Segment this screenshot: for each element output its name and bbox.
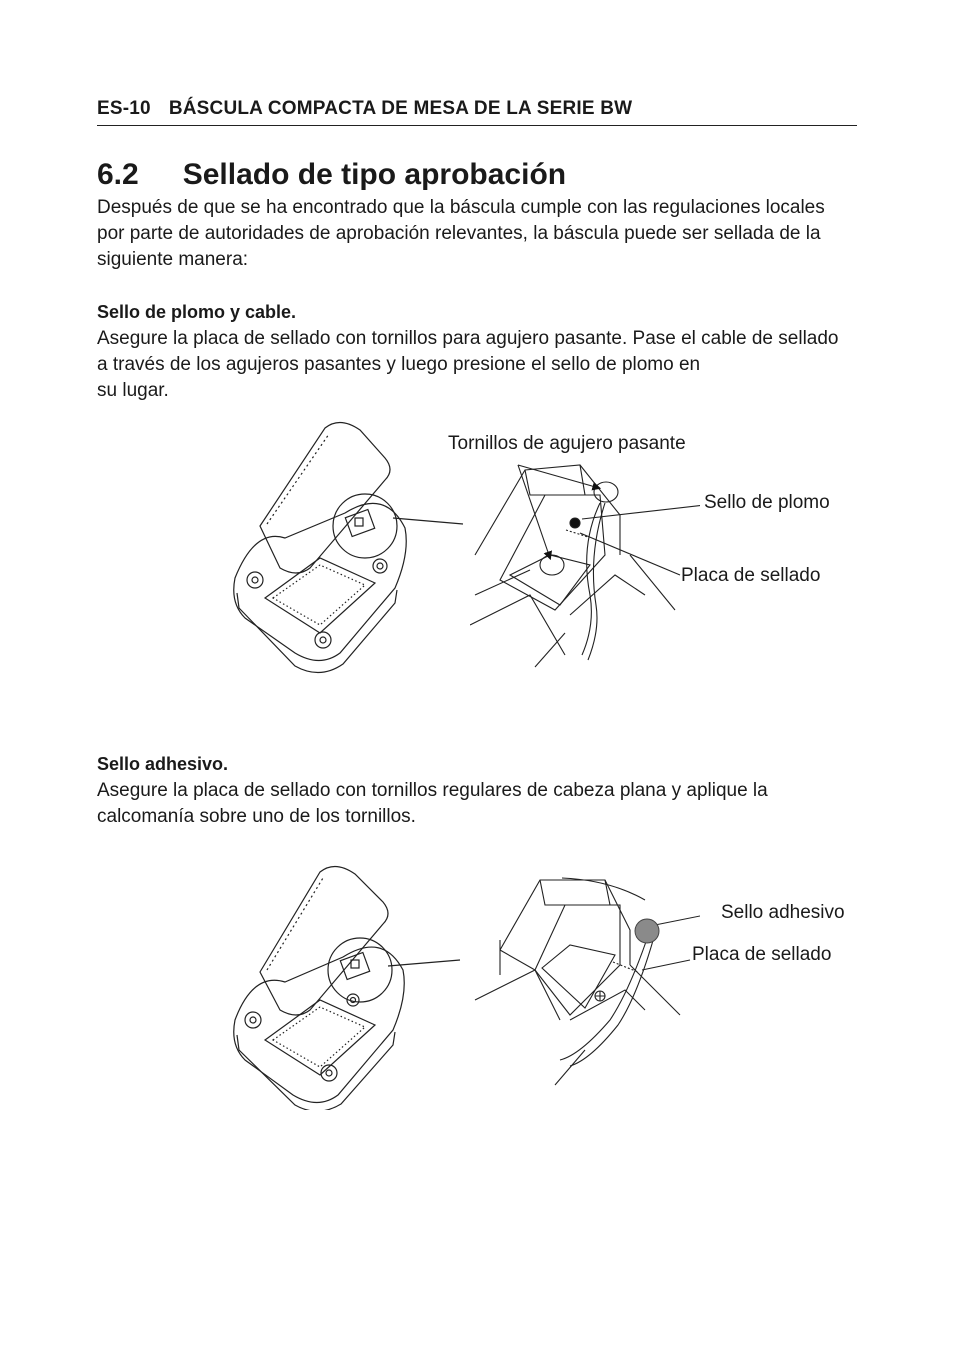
document-title: BÁSCULA COMPACTA DE MESA DE LA SERIE BW xyxy=(168,98,633,119)
intro-line: Después de que se ha encontrado que la báscula cumple con las regulaciones locales xyxy=(97,197,825,218)
adhesive-seal-heading: Sello adhesivo. xyxy=(97,754,229,774)
page-number: ES-10 xyxy=(97,98,151,119)
body-line: calcomanía sobre uno de los tornillos. xyxy=(97,806,416,827)
running-header xyxy=(97,98,632,120)
adhesive-seal-paragraph xyxy=(97,778,768,830)
intro-paragraph xyxy=(97,195,825,273)
intro-line: siguiente manera: xyxy=(97,249,249,270)
body-line: Asegure la placa de sellado con tornillos para agujero pasante. Pase el cable de sellado xyxy=(97,328,839,349)
sealing-plate-label-2: Placa de sellado xyxy=(692,944,832,965)
lead-seal-paragraph xyxy=(97,326,839,404)
scale-overview-figure-2 xyxy=(225,860,475,1110)
sealing-plate-label: Placa de sellado xyxy=(681,565,821,586)
lead-seal-heading: Sello de plomo y cable. xyxy=(97,302,297,322)
section-number: 6.2 xyxy=(97,158,139,191)
body-line: a través de los agujeros pasantes y luego presione el sello de plomo en xyxy=(97,354,701,375)
section-heading: Sellado de tipo aprobación xyxy=(182,158,567,191)
adhesive-seal-dot xyxy=(635,919,659,943)
lead-seal-detail-figure xyxy=(470,455,700,670)
adhesive-seal-label: Sello adhesivo xyxy=(721,902,845,923)
adhesive-seal-detail-figure xyxy=(470,870,700,1095)
body-line: su lugar. xyxy=(97,380,169,401)
section-title xyxy=(97,158,566,192)
screws-label: Tornillos de agujero pasante xyxy=(448,433,686,454)
lead-seal-label: Sello de plomo xyxy=(704,492,830,513)
header-rule xyxy=(97,125,857,126)
body-line: Asegure la placa de sellado con tornillos regulares de cabeza plana y aplique la xyxy=(97,780,768,801)
intro-line: por parte de autoridades de aprobación relevantes, la báscula puede ser sellada de la xyxy=(97,223,821,244)
scale-overview-figure-1 xyxy=(225,418,475,678)
